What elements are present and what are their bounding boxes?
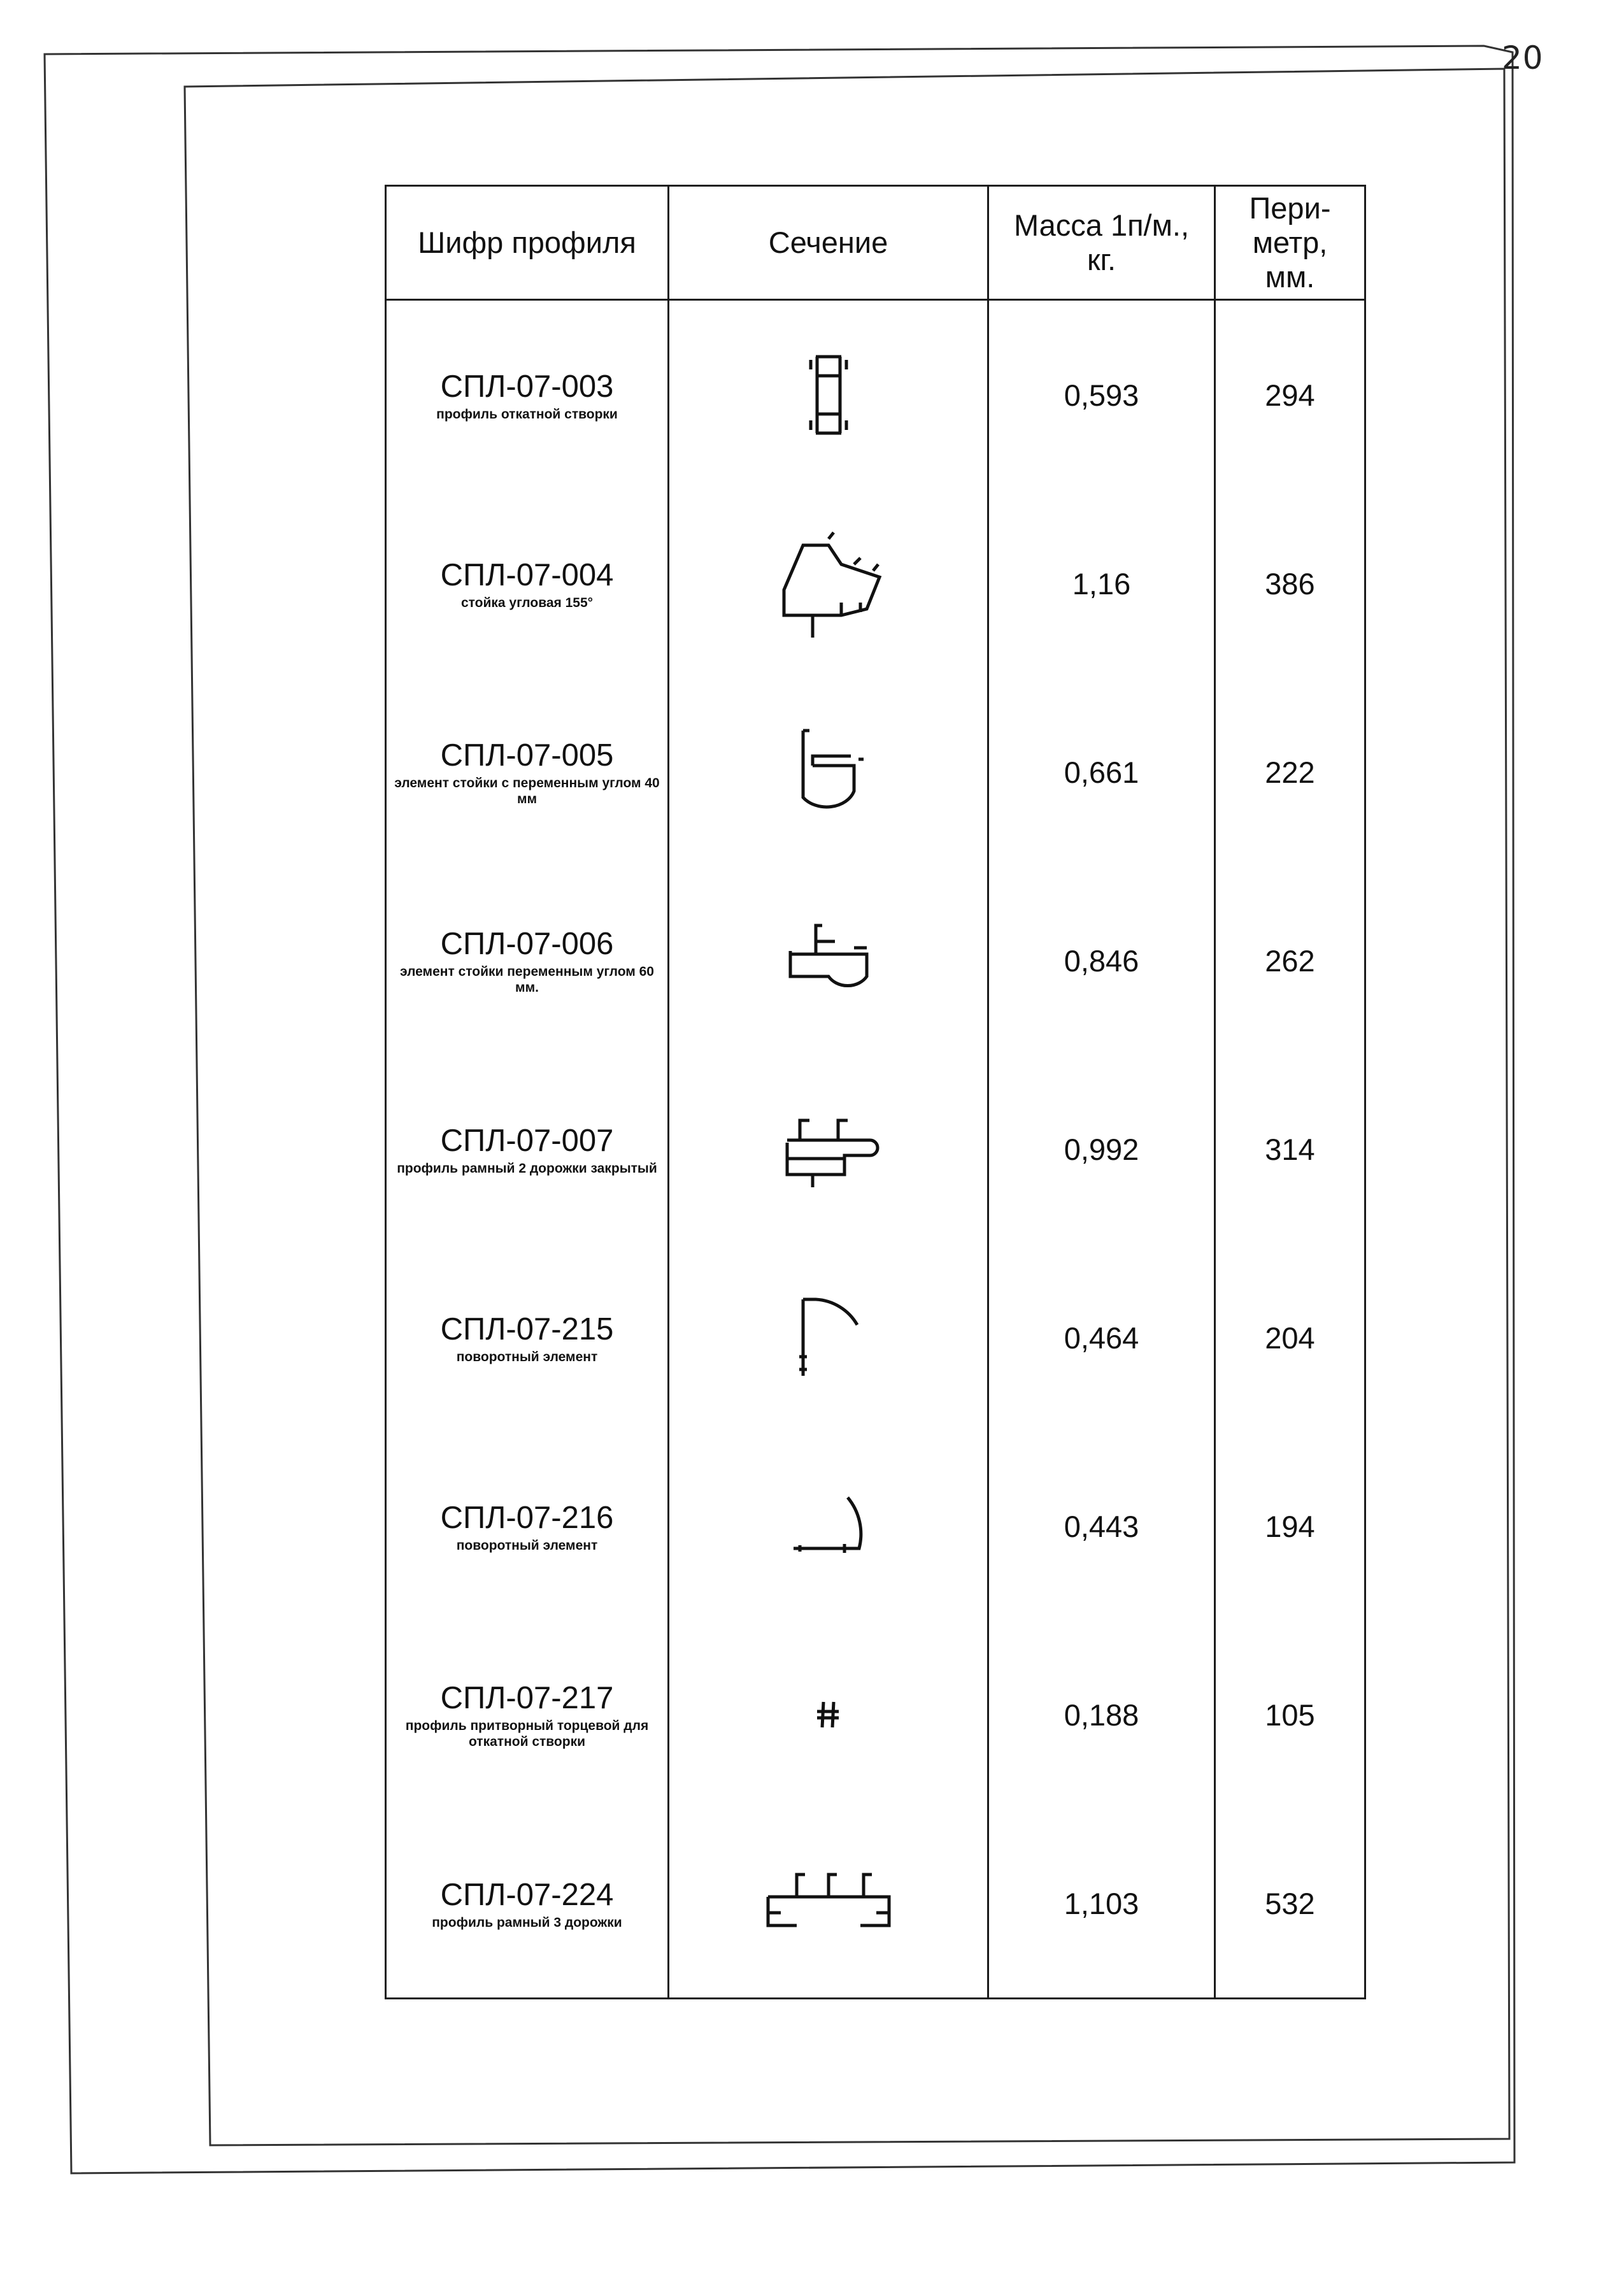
code-cell: [386, 300, 669, 490]
code-cell: [386, 678, 669, 866]
table-row: [386, 1055, 1365, 1243]
profile-description: профиль рамный 3 дорожки: [432, 1915, 622, 1930]
code-cell: [386, 1620, 669, 1809]
profile-code: СПЛ-07-215: [440, 1311, 614, 1347]
profile-description: профиль рамный 2 дорожки закрытый: [397, 1161, 657, 1176]
table-row: [386, 1620, 1365, 1809]
mass-cell: 1,16: [988, 489, 1215, 678]
profile-description: элемент стойки с переменным углом 40 мм: [394, 776, 660, 806]
profile-code: СПЛ-07-005: [440, 738, 614, 773]
perimeter-cell: 386: [1215, 489, 1365, 678]
mass-cell: 1,103: [988, 1809, 1215, 1999]
profile-code: СПЛ-07-216: [440, 1500, 614, 1535]
mass-cell: 0,593: [988, 300, 1215, 490]
perimeter-cell: 222: [1215, 678, 1365, 866]
table-row: [386, 1243, 1365, 1432]
profile-code: СПЛ-07-217: [440, 1681, 614, 1715]
section-cell: [669, 1432, 988, 1620]
post-element-60-profile-icon: [778, 913, 880, 1008]
section-cell: [669, 1243, 988, 1432]
profile-code: СПЛ-07-006: [440, 927, 614, 961]
mass-cell: 0,443: [988, 1432, 1215, 1620]
profile-description: профиль притворный торцевой для откатной створки: [405, 1718, 649, 1749]
frame-3-track-profile-icon: [755, 1865, 902, 1941]
profile-description: поворотный элемент: [456, 1349, 598, 1364]
table-row: [386, 866, 1365, 1055]
header-section: Сечение: [669, 186, 988, 300]
table-row: [386, 1809, 1365, 1999]
mass-cell: 0,846: [988, 866, 1215, 1055]
section-cell: [669, 300, 988, 490]
header-perimeter: Пери-метр, мм.: [1215, 186, 1365, 300]
code-cell: [386, 1055, 669, 1243]
table-row: [386, 489, 1365, 678]
profiles-table: [385, 185, 1366, 1999]
post-element-40-profile-icon: [787, 721, 870, 823]
perimeter-cell: 105: [1215, 1620, 1365, 1809]
corner-post-profile-icon: [765, 520, 892, 647]
code-cell: [386, 489, 669, 678]
section-cell: [669, 678, 988, 866]
perimeter-cell: 532: [1215, 1809, 1365, 1999]
code-cell: [386, 866, 669, 1055]
section-cell: [669, 1809, 988, 1999]
profile-code: СПЛ-07-007: [440, 1123, 614, 1158]
table-row: [386, 678, 1365, 866]
perimeter-cell: 262: [1215, 866, 1365, 1055]
header-code: Шифр профиля: [386, 186, 669, 300]
mass-cell: 0,992: [988, 1055, 1215, 1243]
perimeter-cell: 194: [1215, 1432, 1365, 1620]
section-cell: [669, 1620, 988, 1809]
end-rebate-profile-icon: [809, 1696, 848, 1734]
mass-cell: 0,188: [988, 1620, 1215, 1809]
page-number: 20: [1502, 39, 1544, 76]
perimeter-cell: 204: [1215, 1243, 1365, 1432]
sliding-sash-profile-icon: [803, 350, 854, 439]
header-mass: Масса 1п/м., кг.: [988, 186, 1215, 300]
perimeter-cell: 294: [1215, 300, 1365, 490]
code-cell: [386, 1432, 669, 1620]
section-cell: [669, 489, 988, 678]
code-cell: [386, 1243, 669, 1432]
rotary-element-profile-icon: [790, 1293, 867, 1382]
code-cell: [386, 1809, 669, 1999]
section-cell: [669, 866, 988, 1055]
profile-code: СПЛ-07-004: [440, 557, 614, 592]
profile-code: СПЛ-07-224: [440, 1877, 614, 1912]
profile-description: элемент стойки переменным углом 60 мм.: [400, 964, 654, 995]
table-row: [386, 1432, 1365, 1620]
profile-description: профиль откатной створки: [436, 406, 618, 422]
section-cell: [669, 1055, 988, 1243]
mass-cell: 0,661: [988, 678, 1215, 866]
frame-2-track-profile-icon: [774, 1108, 883, 1190]
profile-code: СПЛ-07-003: [440, 369, 614, 404]
profile-description: поворотный элемент: [456, 1538, 598, 1553]
mass-cell: 0,464: [988, 1243, 1215, 1432]
perimeter-cell: 314: [1215, 1055, 1365, 1243]
table-row: [386, 300, 1365, 490]
table-header-row: [386, 186, 1365, 300]
rotary-element-2-profile-icon: [784, 1488, 873, 1564]
profile-description: стойка угловая 155°: [460, 595, 594, 610]
